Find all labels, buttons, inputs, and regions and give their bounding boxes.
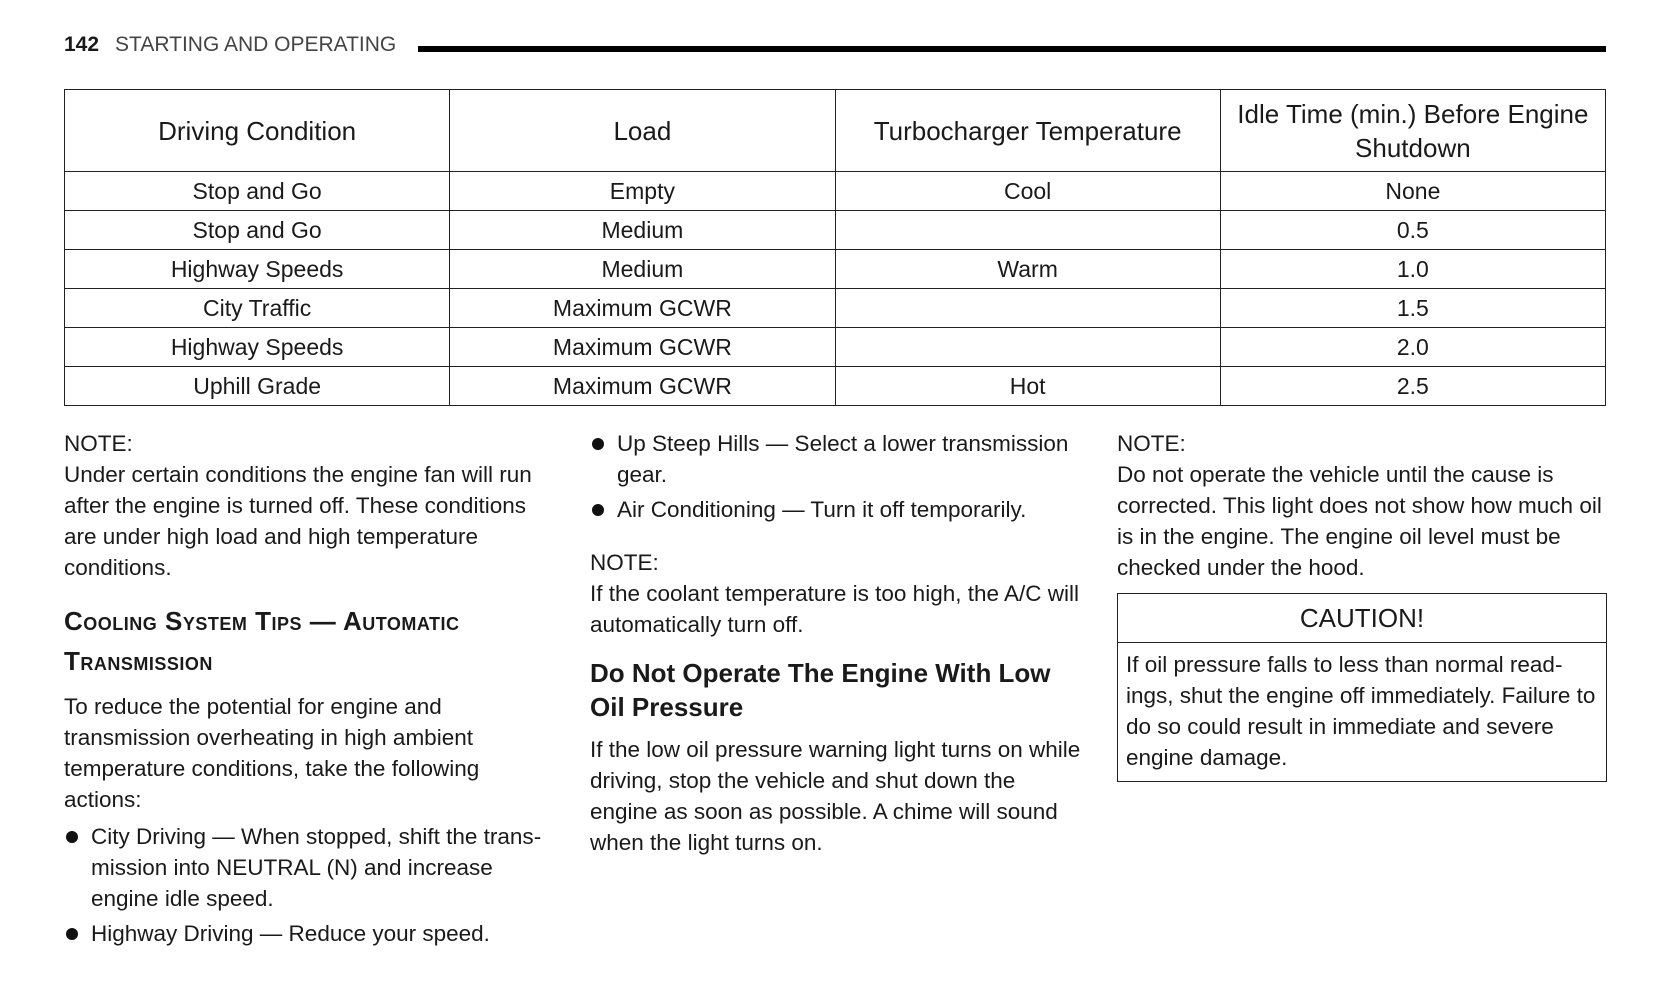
section-heading: Cooling System Tips — Automatic Transmission bbox=[64, 606, 460, 676]
note-text: If the coolant temperature is too high, the A/C will automatically turn off. bbox=[590, 581, 1080, 637]
cell-driving-condition: City Traffic bbox=[65, 289, 450, 328]
cell-load: Medium bbox=[450, 250, 835, 289]
list-item bbox=[64, 821, 558, 914]
cell-turbo-temp: Cool bbox=[835, 172, 1220, 211]
bullet-list bbox=[64, 821, 558, 949]
cell-driving-condition: Stop and Go bbox=[65, 211, 450, 250]
bullet-icon bbox=[66, 928, 78, 940]
note-label: NOTE: bbox=[590, 550, 659, 575]
list-item-text: Up Steep Hills — Select a lower transmission gear. bbox=[617, 431, 1069, 487]
caution-box bbox=[1117, 593, 1607, 782]
cell-load: Maximum GCWR bbox=[450, 367, 835, 406]
bullet-list bbox=[590, 428, 1082, 525]
list-item-text: Highway Driving — Reduce your speed. bbox=[91, 921, 490, 946]
list-item bbox=[590, 494, 1082, 525]
header-driving-condition: Driving Condition bbox=[65, 90, 450, 172]
note-text: Under certain conditions the engine fan will run after the engine is turned off. These conditions are under high load and high temperature conditions. bbox=[64, 462, 532, 580]
page-header bbox=[64, 30, 1606, 60]
caution-title: CAUTION! bbox=[1118, 594, 1606, 643]
list-item-text: Air Conditioning — Turn it off temporarily. bbox=[617, 497, 1027, 522]
list-item-text: City Driving — When stopped, shift the transmission into NEUTRAL (N) and increase engine idle speed. bbox=[91, 824, 542, 911]
column-right bbox=[1117, 428, 1607, 782]
column-left bbox=[64, 428, 558, 953]
cell-idle-time: 2.5 bbox=[1220, 367, 1605, 406]
body-paragraph: If the low oil pressure warning light turns on while driving, stop the vehicle and shut down the engine as soon as possible. A chime will sound when the light turns on. bbox=[590, 737, 1081, 855]
idle-time-table bbox=[64, 89, 1606, 406]
cell-idle-time: None bbox=[1220, 172, 1605, 211]
subheading: Do Not Operate The Engine With Low Oil Pressure bbox=[590, 658, 1051, 722]
section-title: STARTING AND OPERATING bbox=[115, 33, 397, 56]
table-row bbox=[65, 328, 1606, 367]
cell-idle-time: 1.5 bbox=[1220, 289, 1605, 328]
cell-idle-time: 0.5 bbox=[1220, 211, 1605, 250]
cell-driving-condition: Stop and Go bbox=[65, 172, 450, 211]
table-row bbox=[65, 250, 1606, 289]
column-middle bbox=[590, 428, 1082, 858]
cell-idle-time: 1.0 bbox=[1220, 250, 1605, 289]
table-header-row bbox=[65, 90, 1606, 172]
bullet-icon bbox=[592, 504, 604, 516]
table-row bbox=[65, 172, 1606, 211]
header-idle-time: Idle Time (min.) Before Engine Shutdown bbox=[1220, 90, 1605, 172]
cell-load: Empty bbox=[450, 172, 835, 211]
note-label: NOTE: bbox=[64, 431, 133, 456]
table-row bbox=[65, 289, 1606, 328]
bullet-icon bbox=[66, 831, 78, 843]
cell-driving-condition: Highway Speeds bbox=[65, 250, 450, 289]
note-text: Do not operate the vehicle until the cause is corrected. This light does not show how much oil is in the engine. The engine oil level must be checked under the hood. bbox=[1117, 462, 1602, 580]
cell-driving-condition: Highway Speeds bbox=[65, 328, 450, 367]
cell-load: Maximum GCWR bbox=[450, 328, 835, 367]
page-number: 142 bbox=[64, 33, 100, 56]
list-item bbox=[64, 918, 558, 949]
caution-text: If oil pressure falls to less than normal readings, shut the engine off immediately. Failure to do so could result in immediate and severe engine damage. bbox=[1126, 652, 1596, 770]
cell-turbo-temp bbox=[835, 289, 1220, 328]
cell-turbo-temp: Hot bbox=[835, 367, 1220, 406]
header-load: Load bbox=[450, 90, 835, 172]
header-turbocharger-temperature: Turbocharger Temperature bbox=[835, 90, 1220, 172]
cell-turbo-temp: Warm bbox=[835, 250, 1220, 289]
cell-idle-time: 2.0 bbox=[1220, 328, 1605, 367]
cell-load: Medium bbox=[450, 211, 835, 250]
list-item bbox=[590, 428, 1082, 490]
cell-driving-condition: Uphill Grade bbox=[65, 367, 450, 406]
note-label: NOTE: bbox=[1117, 431, 1186, 456]
cell-turbo-temp bbox=[835, 211, 1220, 250]
bullet-icon bbox=[592, 438, 604, 450]
cell-load: Maximum GCWR bbox=[450, 289, 835, 328]
intro-paragraph: To reduce the potential for engine and transmission overheating in high ambient temperature conditions, take the following actions: bbox=[64, 694, 480, 812]
cell-turbo-temp bbox=[835, 328, 1220, 367]
table-row bbox=[65, 211, 1606, 250]
header-rule bbox=[418, 46, 1606, 52]
table-row bbox=[65, 367, 1606, 406]
